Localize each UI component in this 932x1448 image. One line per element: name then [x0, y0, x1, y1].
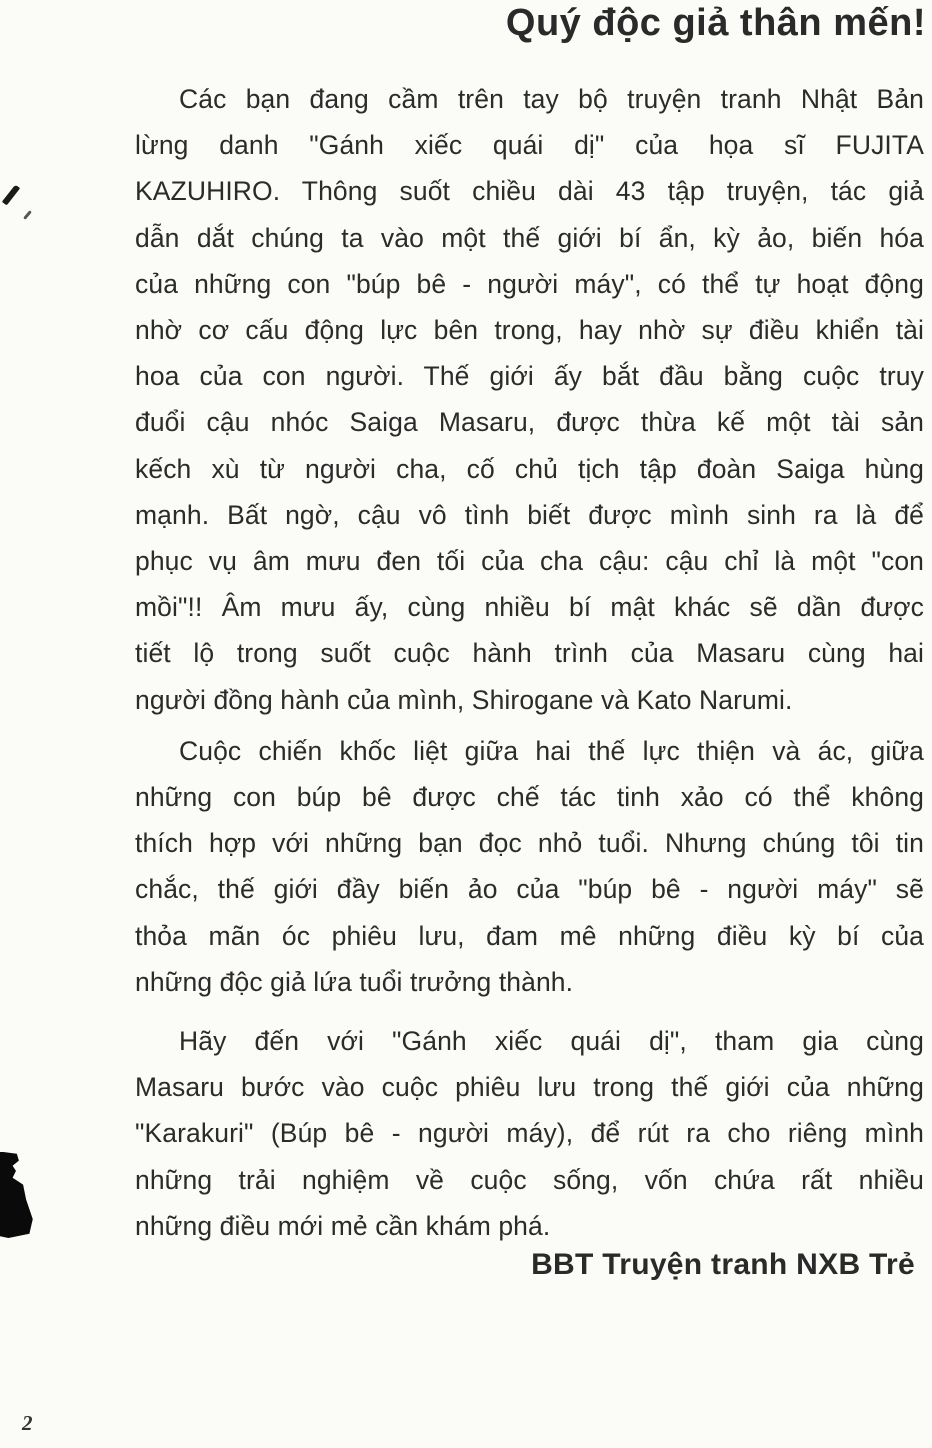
paragraph-1: [135, 76, 924, 723]
paragraph-3: [135, 1018, 924, 1249]
ink-blot-mark: [0, 1152, 42, 1238]
text-line: tiết lộ trong suốt cuộc hành trình của Masaru cùng hai: [135, 638, 924, 669]
text-line: phục vụ âm mưu đen tối của cha cậu: cậu chỉ là một "con: [135, 546, 924, 577]
pen-scratch-tail-mark: [23, 210, 32, 220]
text-line: đuổi cậu nhóc Saiga Masaru, được thừa kế một tài sản: [135, 407, 924, 438]
text-line: Cuộc chiến khốc liệt giữa hai thế lực thiện và ác, giữa: [179, 735, 924, 766]
text-line: "Karakuri" (Búp bê - người máy), để rút ra cho riêng mình: [135, 1118, 924, 1149]
paragraph-2: [135, 728, 924, 1005]
text-line: dẫn dắt chúng ta vào một thế giới bí ẩn, kỳ ảo, biến hóa: [135, 222, 924, 253]
text-line: những điều mới mẻ cần khám phá.: [135, 1210, 551, 1241]
text-line: chắc, thế giới đầy biến ảo của "búp bê - người máy" sẽ: [135, 874, 924, 905]
pen-scratch-mark: [2, 184, 20, 205]
intro-text-block: [135, 76, 924, 1249]
page-title: Quý độc giả thân mến!: [505, 2, 926, 44]
text-line: những con búp bê được chế tác tinh xảo có thể không: [135, 782, 924, 813]
text-line: Masaru bước vào cuộc phiêu lưu trong thế giới của những: [135, 1072, 924, 1103]
text-line: những độc giả lứa tuổi trưởng thành.: [135, 966, 574, 997]
text-line: thích hợp với những bạn đọc nhỏ tuổi. Nhưng chúng tôi tin: [135, 828, 924, 859]
text-line: lừng danh "Gánh xiếc quái dị" của họa sĩ FUJITA: [135, 130, 924, 161]
text-line: KAZUHIRO. Thông suốt chiều dài 43 tập truyện, tác giả: [135, 176, 924, 207]
publisher-signature: BBT Truyện tranh NXB Trẻ: [531, 1248, 915, 1281]
text-line: thỏa mãn óc phiêu lưu, đam mê những điều kỳ bí của: [135, 920, 924, 951]
text-line: của những con "búp bê - người máy", có thể tự hoạt động: [135, 268, 924, 299]
text-line: Các bạn đang cầm trên tay bộ truyện tranh Nhật Bản: [179, 84, 924, 114]
text-line: hoa của con người. Thế giới ấy bắt đầu bằng cuộc truy: [135, 361, 924, 392]
text-line: mồi"!! Âm mưu ấy, cùng nhiều bí mật khác sẽ dần được: [135, 592, 924, 623]
page-number: 2: [22, 1411, 33, 1435]
text-line: mạnh. Bất ngờ, cậu vô tình biết được mình sinh ra là để: [135, 499, 924, 530]
text-line: nhờ cơ cấu động lực bên trong, hay nhờ sự điều khiển tài: [135, 315, 924, 346]
text-line: Hãy đến với "Gánh xiếc quái dị", tham gia cùng: [179, 1026, 924, 1057]
text-line: người đồng hành của mình, Shirogane và Kato Narumi.: [135, 684, 793, 715]
text-line: những trải nghiệm về cuộc sống, vốn chứa rất nhiều: [135, 1164, 924, 1195]
text-line: kếch xù từ người cha, cố chủ tịch tập đoàn Saiga hùng: [135, 453, 924, 484]
